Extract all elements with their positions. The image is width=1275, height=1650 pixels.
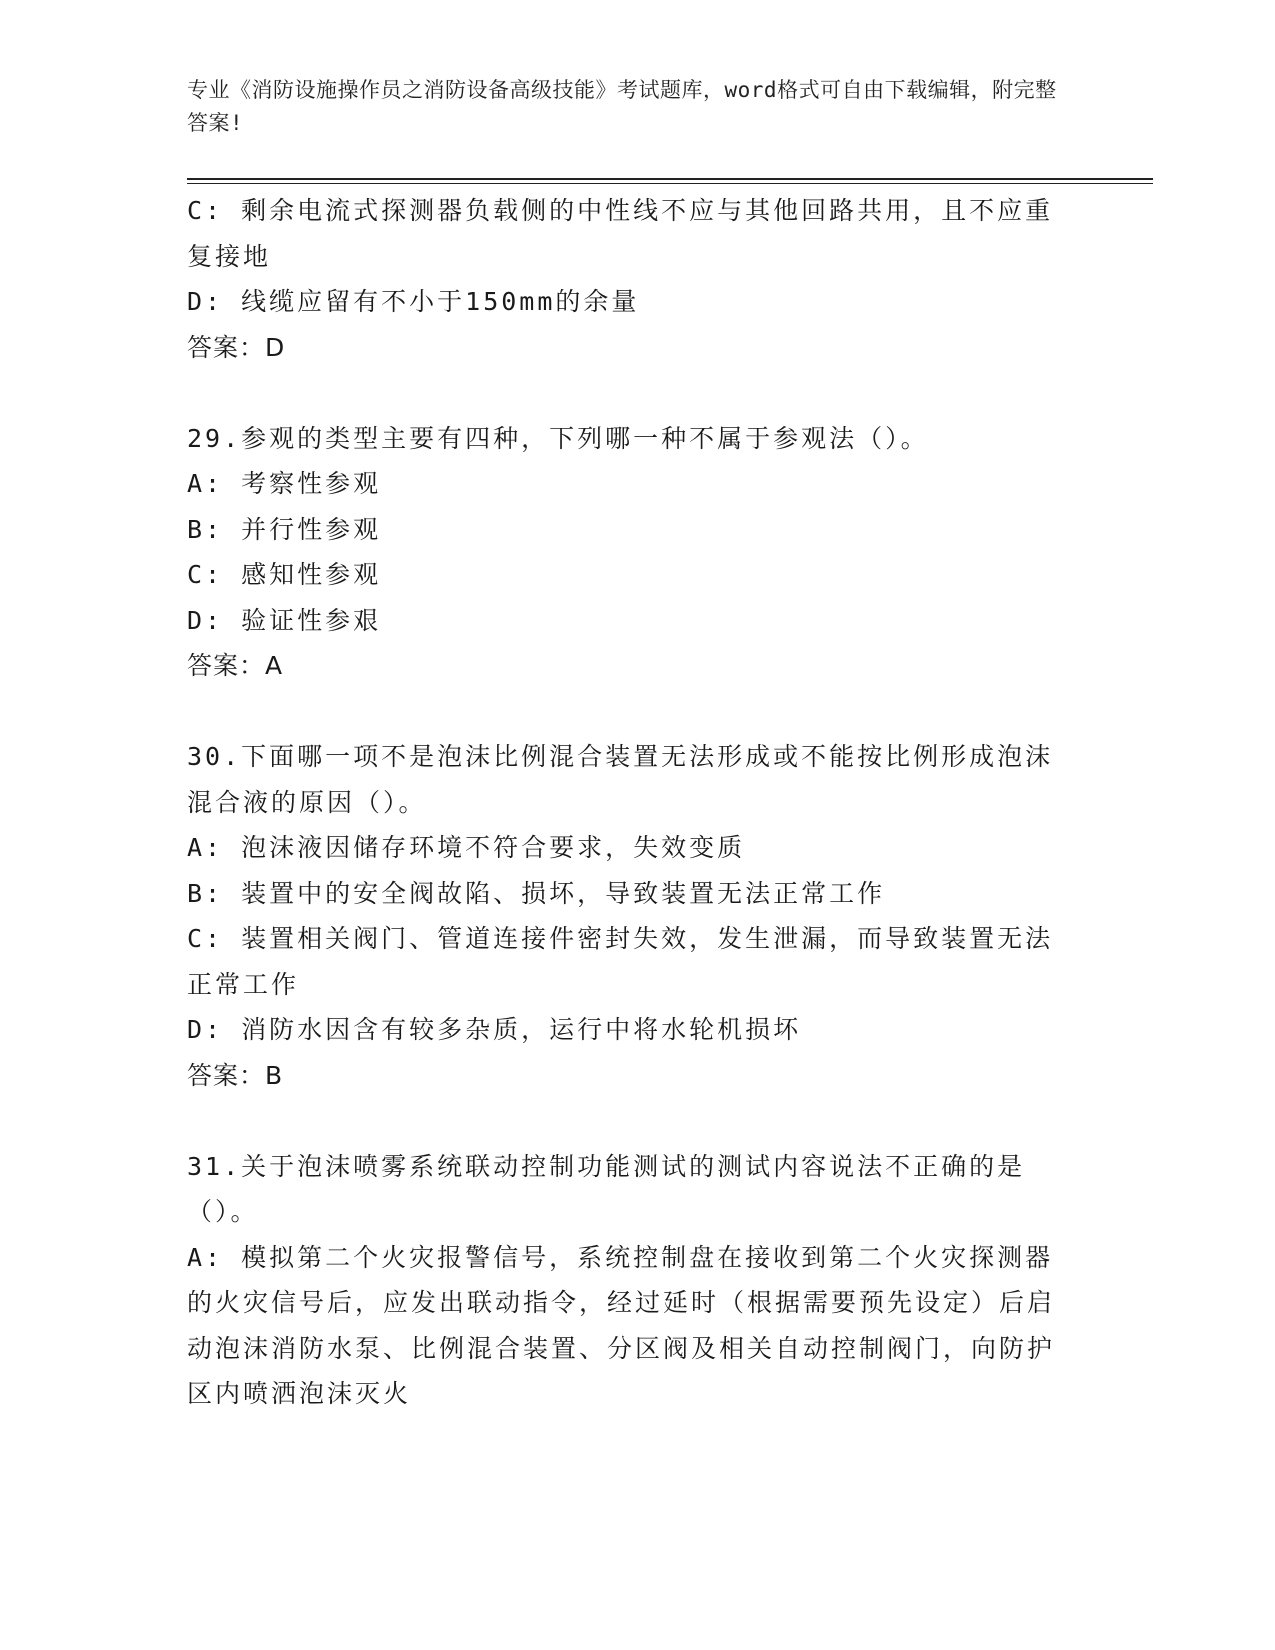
header-rule-thick (187, 178, 1153, 180)
option-c: C: 感知性参观 (187, 560, 382, 589)
option-b: B: 并行性参观 (187, 514, 382, 544)
question-stem: 29.参观的类型主要有四种，下列哪一种不属于参观法（）。 (187, 423, 929, 453)
answer: 答案：B (187, 1060, 284, 1090)
question-stem: 31.关于泡沫喷雾系统联动控制功能测试的测试内容说法不正确的是（）。 (187, 1151, 1026, 1226)
option-a: A: 泡沫液因储存环境不符合要求，失效变质 (187, 833, 746, 862)
answer: 答案：A (187, 651, 284, 680)
header-rule-thin (187, 183, 1153, 184)
option-c: C: 装置相关阀门、管道连接件密封失效，发生泄漏，而导致装置无法正常工作 (187, 924, 1054, 999)
question-29 (187, 416, 1077, 689)
answer: 答案：D (187, 332, 286, 362)
option-d: D: 消防水因含有较多杂质，运行中将水轮机损坏 (187, 1015, 802, 1044)
option-d: D: 线缆应留有不小于150mm的余量 (187, 287, 640, 316)
question-stem: 30.下面哪一项不是泡沫比例混合装置无法形成或不能按比例形成泡沫混合液的原因（）。 (187, 742, 1054, 817)
question-30 (187, 734, 1077, 1098)
option-a: A: 模拟第二个火灾报警信号，系统控制盘在接收到第二个火灾探测器的火灾信号后，应发出联动指令，经过延时（根据需要预先设定）后启动泡沫消防水泵、比例混合装置、分区阀及相关自动控制阀门，向防护区内喷洒泡沫灭火 (187, 1242, 1056, 1408)
continued-question (187, 188, 1077, 370)
option-c: C: 剩余电流式探测器负载侧的中性线不应与其他回路共用，且不应重复接地 (187, 196, 1054, 271)
question-31 (187, 1144, 1077, 1417)
option-d: D: 验证性参艰 (187, 605, 382, 635)
option-a: A: 考察性参观 (187, 469, 382, 498)
document-body (187, 188, 1077, 1417)
option-b: B: 装置中的安全阀故陷、损坏，导致装置无法正常工作 (187, 878, 886, 908)
document-header: 专业《消防设施操作员之消防设备高级技能》考试题库，word格式可自由下载编辑，附完整答案! (187, 78, 1057, 135)
